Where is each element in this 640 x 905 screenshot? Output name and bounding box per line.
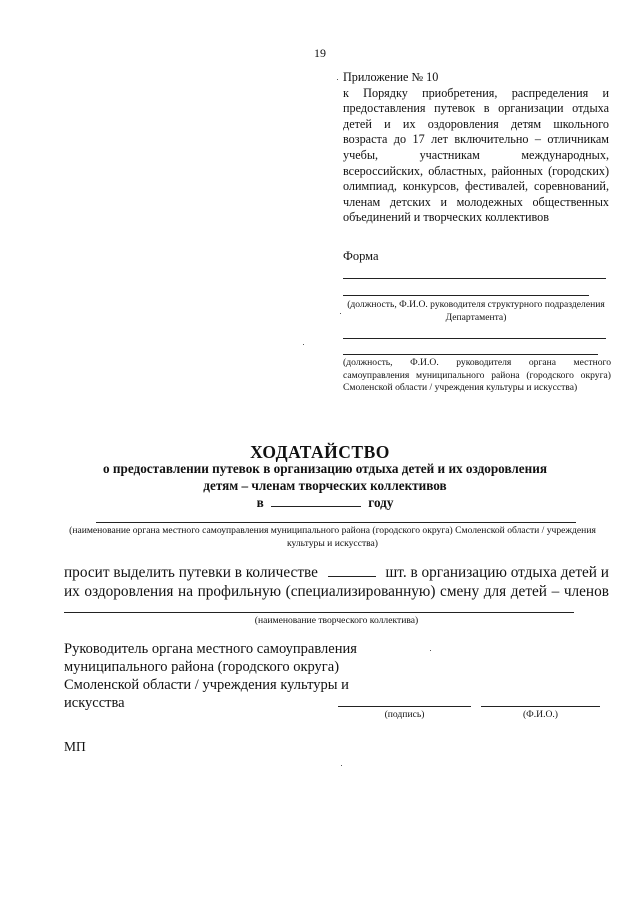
scan-speck [337, 79, 338, 80]
appendix-block [343, 70, 609, 226]
scan-speck [430, 650, 431, 651]
name-caption: (Ф.И.О.) [522, 709, 559, 720]
page-number: 19 [314, 46, 326, 60]
recipient-caption-organ: (должность, Ф.И.О. руководителя органа местного самоуправления муниципального района (городского округа) Смоленской области / учреждения культуры и искусства) [343, 357, 611, 393]
scan-speck [340, 313, 341, 314]
year-prefix: в [256, 495, 264, 510]
scan-speck [341, 765, 342, 766]
collective-caption: (наименование творческого коллектива) [254, 615, 419, 626]
document-subtitle [60, 460, 590, 511]
form-label: Форма [343, 249, 379, 263]
appendix-title: Приложение № 10 [343, 70, 439, 84]
quantity-blank [328, 562, 376, 577]
signature-line [338, 706, 471, 707]
collective-name-line [64, 612, 574, 613]
subtitle-line-1: о предоставлении путевок в организацию отдыха детей и их оздоровления [103, 461, 547, 476]
request-text-part1: просит выделить путевки в количестве [64, 564, 318, 581]
stamp-label: МП [64, 739, 86, 754]
request-text-part2: шт. в организацию отдыха детей и [385, 564, 609, 581]
recipient-line-4 [343, 354, 598, 355]
organ-name-caption: (наименование органа местного самоуправления муниципального района (городского округа) Смоленской области / учреждения культуры и искусства) [69, 525, 596, 549]
subtitle-line-2: детям – членам творческих коллективов [203, 478, 447, 493]
appendix-text: к Порядку приобретения, распределения и предоставления путевок в организации отдыха детей и их оздоровления детям школьного возраста до 17 лет включительно – отличникам учебы, участникам международных, всероссийских, областных, районных (городских) олимпиад, конкурсов, фестивалей, соревнований, членам детских и молодежных общественных объединений и творческих коллективов [343, 85, 609, 225]
organ-name-line [96, 522, 576, 523]
document-title: ХОДАТАЙСТВО [250, 442, 390, 462]
request-line-1 [64, 562, 609, 583]
signature-caption: (подпись) [384, 709, 425, 720]
recipient-line-1 [343, 278, 606, 279]
signatory-title: Руководитель органа местного самоуправления муниципального района (городского округа) Смоленской области / учреждения культуры и искусства [64, 641, 357, 711]
year-blank [271, 494, 361, 507]
scan-speck [303, 344, 304, 345]
year-suffix: году [368, 495, 394, 510]
recipient-line-2 [343, 295, 589, 296]
name-line [481, 706, 600, 707]
recipient-caption-department: (должность, Ф.И.О. руководителя структурного подразделения Департамента) [347, 299, 605, 323]
recipient-line-3 [343, 338, 606, 339]
year-line [60, 494, 590, 511]
request-line-2: их оздоровления на профильную (специализированную) смену для детей – членов [64, 583, 609, 600]
